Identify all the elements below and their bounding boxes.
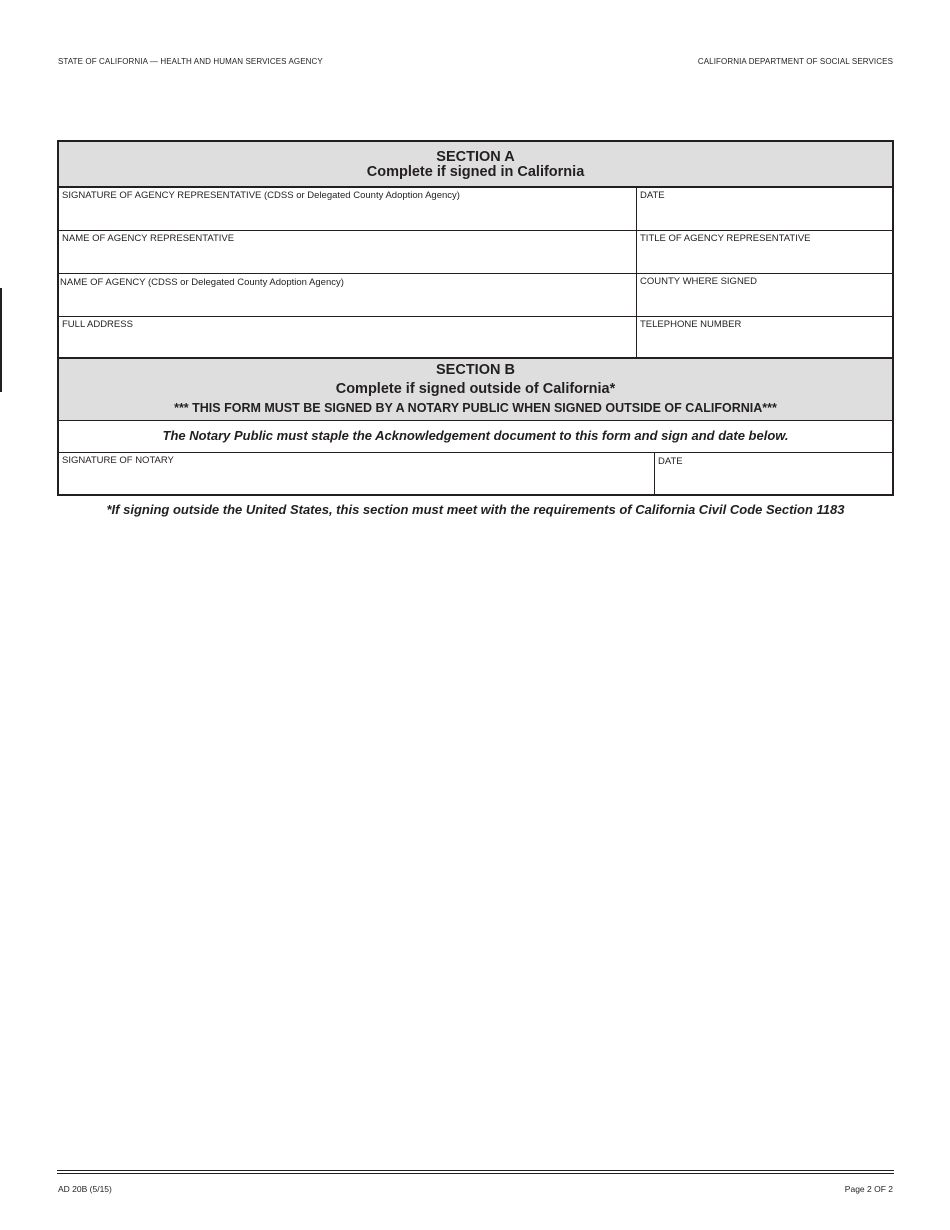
field-label: DATE (658, 456, 683, 467)
form-row (59, 274, 892, 317)
form-row (59, 188, 892, 231)
form-id: AD 20B (5/15) (58, 1184, 112, 1194)
form-row (59, 453, 892, 494)
field-label: TITLE OF AGENCY REPRESENTATIVE (640, 233, 811, 244)
department-header: CALIFORNIA DEPARTMENT OF SOCIAL SERVICES (697, 57, 893, 66)
notary-instruction-row (59, 421, 892, 453)
field-label: TELEPHONE NUMBER (640, 319, 742, 330)
telephone-field[interactable] (637, 317, 892, 357)
notary-date-field[interactable] (655, 453, 892, 494)
margin-mark (0, 288, 2, 392)
footer-divider (57, 1170, 894, 1171)
form-row (59, 317, 892, 359)
field-label: DATE (640, 190, 665, 201)
footnote: *If signing outside the United States, this section must meet with the requirements of California Civil Code Section 1183 (106, 502, 845, 517)
field-label: SIGNATURE OF AGENCY REPRESENTATIVE (CDSS or Delegated County Adoption Agency) (62, 190, 460, 201)
section-a-date-field[interactable] (637, 188, 892, 230)
field-label: FULL ADDRESS (62, 319, 133, 330)
section-a-subtitle: Complete if signed in California (366, 164, 585, 180)
field-label: NAME OF AGENCY (CDSS or Delegated County Adoption Agency) (60, 277, 344, 288)
agency-name-field[interactable] (59, 274, 637, 316)
section-a-title: SECTION A (436, 149, 515, 165)
notary-signature-field[interactable] (59, 453, 655, 494)
section-b-header (59, 359, 892, 421)
field-label: COUNTY WHERE SIGNED (640, 276, 758, 287)
section-b-title: SECTION B (436, 362, 515, 378)
agency-rep-title-field[interactable] (637, 231, 892, 273)
notary-instruction: The Notary Public must staple the Acknowledgement document to this form and sign and date below. (162, 428, 789, 443)
county-signed-field[interactable] (637, 274, 892, 316)
field-label: NAME OF AGENCY REPRESENTATIVE (62, 233, 235, 244)
field-label: SIGNATURE OF NOTARY (62, 455, 174, 466)
section-b-subtitle: Complete if signed outside of California* (335, 381, 616, 397)
footer-divider (57, 1173, 894, 1174)
agency-header: STATE OF CALIFORNIA — HEALTH AND HUMAN SERVICES AGENCY (58, 57, 323, 66)
page-number: Page 2 OF 2 (844, 1184, 893, 1194)
full-address-field[interactable] (59, 317, 637, 357)
notary-notice: *** THIS FORM MUST BE SIGNED BY A NOTARY PUBLIC WHEN SIGNED OUTSIDE OF CALIFORNIA*** (174, 401, 777, 415)
signature-form (57, 140, 894, 496)
agency-rep-name-field[interactable] (59, 231, 637, 273)
agency-rep-signature-field[interactable] (59, 188, 637, 230)
form-row (59, 231, 892, 274)
section-a-header (59, 142, 892, 188)
